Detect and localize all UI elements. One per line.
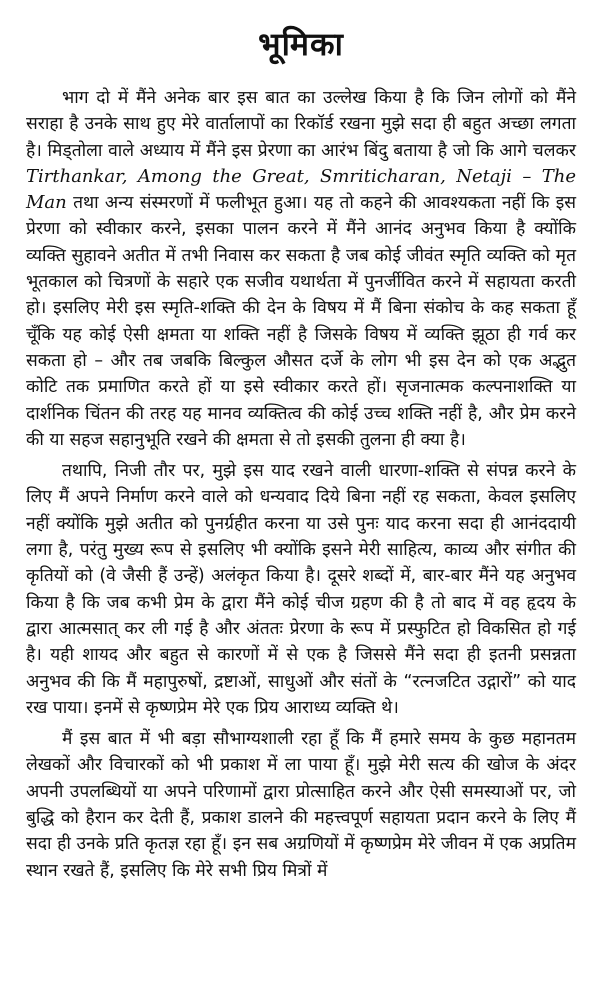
paragraph-1 [26, 85, 576, 453]
paragraph-2: तथापि, निजी तौर पर, मुझे इस याद रखने वाली धारणा-शक्ति से संपन्न करने के लिए मैं अपने निर्माण करने वाले को धन्यवाद दिये बिना नहीं रह सकता, केवल इसलिए नहीं क्योंकि मुझे अतीत को पुनर्ग्रहीत करना या उसे पुनः याद करना सदा ही आनंददायी लगा है, परंतु मुख्य रूप से इसलिए भी क्योंकि इसने मेरी साहित्य, काव्य और संगीत की कृतियों को (वे जैसी हैं उन्हें) अलंकृत किया है। दूसरे शब्दों में, बार-बार मैंने यह अनुभव किया है कि जब कभी प्रेम के द्वारा मैंने कोई चीज ग्रहण की है तो बाद में वह हृदय के द्वारा आत्मसात् कर ली गई है और अंततः प्रेरणा के रूप में प्रस्फुटित हो विकसित हो गई है। यही शायद और बहुत से कारणों में से एक है जिससे मैंने सदा ही इतनी प्रसन्नता अनुभव की कि मैं महापुरुषों, द्रष्टाओं, साधुओं और संतों के “रत्नजटित उद्गारों” को याद रख पाया। इनमें से कृष्णप्रेम मेरे एक प्रिय आराध्य व्यक्ति थे। [26, 461, 576, 718]
paragraph-1-text-a: भाग दो में मैंने अनेक बार इस बात का उल्लेख किया है कि जिन लोगों को मैंने सराहा है उनके साथ हुए मेरे वार्तालापों का रिकॉर्ड रखना मुझे सदा ही बहुत अच्छा लगता है। मिड्तोला वाले अध्याय में मैंने इस प्रेरणा का आरंभ बिंदु बताया है जो कि आगे चलकर [26, 88, 576, 161]
page-title: भूमिका [258, 25, 344, 63]
paragraph-3: मैं इस बात में भी बड़ा सौभाग्यशाली रहा हूँ कि मैं हमारे समय के कुछ महानतम लेखकों और विचारकों को भी प्रकाश में ला पाया हूँ। मुझे मेरी सत्य की खोज के अंदर अपनी उपलब्धियों या अपने परिणामों द्वारा प्रोत्साहित करने और ऐसी समस्याओं पर, जो बुद्धि को हैरान कर देती हैं, प्रकाश डालने की महत्त्वपूर्ण सहायता प्रदान करने के लिए मैं सदा ही उनके प्रति कृतज्ञ रहा हूँ। इन सब अग्रणियों में कृष्णप्रेम मेरे जीवन में एक अप्रतिम स्थान रखते हैं, इसलिए कि मेरे सभी प्रिय मित्रों में [26, 729, 576, 881]
paragraph-1-book-titles: Tirthankar, Among the Great, Smriticharan, Netaji – The Man [26, 165, 576, 214]
paragraph-1-text-b: तथा अन्य संस्मरणों में फलीभूत हुआ। यह तो कहने की आवश्यकता नहीं कि इस प्रेरणा को स्वीकार करने, इसका पालन करने में मैंने आनंद अनुभव किया है क्योंकि व्यक्ति सुहावने अतीत में तभी निवास कर सकता है जब कोई जीवंत स्मृति व्यक्ति को मृत भूतकाल को चित्रणों के सहारे एक सजीव यथार्थता में पुनर्जीवित करने में सहायता करती हो। इसलिए मेरी इस स्मृति-शक्ति की देन के विषय में मैं बिना संकोच के कह सकता हूँ चूँकि यह कोई ऐसी क्षमता या शक्ति नहीं है जिसके विषय में व्यक्ति झूठा ही गर्व कर सकता हो – और तब जबकि बिल्कुल औसत दर्जे के लोग भी इस देन को एक अद्भुत कोटि तक प्रमाणित करते हों या इसे स्वीकार करते हों। सृजनात्मक कल्पनाशक्ति या दार्शनिक चिंतन की तरह यह मानव व्यक्तित्व की कोई उच्च शक्ति नहीं है, और प्रेम करने की या सहज सहानुभूति रखने की क्षमता से तो इसकी तुलना ही क्या है। [26, 193, 576, 450]
